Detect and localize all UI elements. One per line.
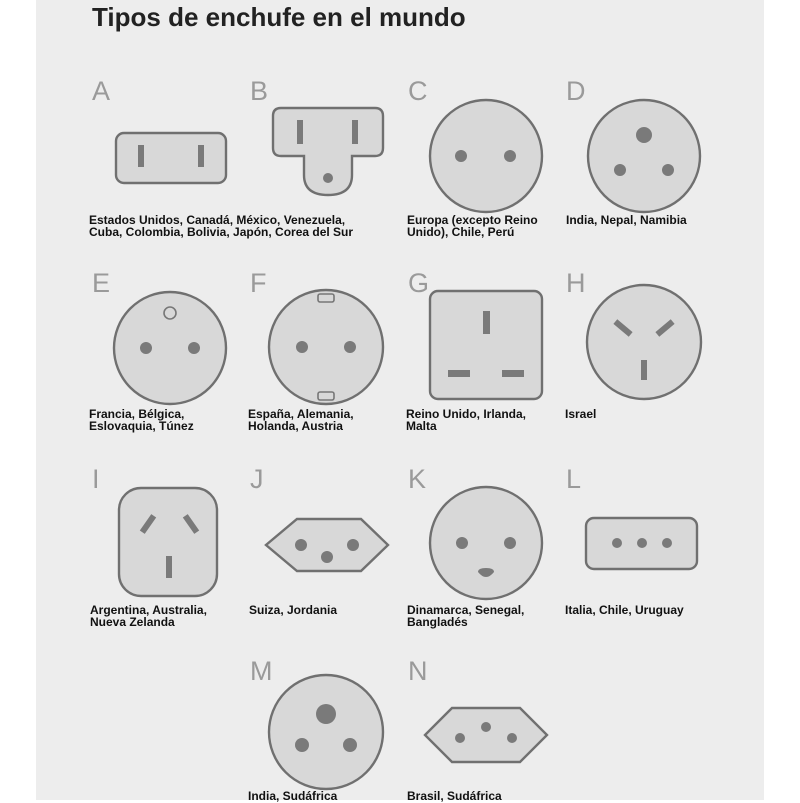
- plug-a-countries: [89, 214, 353, 238]
- plug-h-countries-line-1: Israel: [565, 407, 597, 421]
- plug-letter-l: L: [566, 464, 582, 494]
- plug-letter-m: M: [250, 656, 273, 686]
- plug-b-icon: [273, 108, 383, 195]
- plug-g-icon: [430, 291, 542, 399]
- plug-letter-k: K: [408, 464, 427, 494]
- plug-letter-f: F: [250, 268, 267, 298]
- plug-h-countries: [565, 408, 596, 420]
- plug-letter-n: N: [408, 656, 428, 686]
- plug-k-countries-line-1: Dinamarca, Senegal,: [407, 603, 525, 617]
- plug-a-countries-line-1: Estados Unidos, Canadá, México, Venezuela,: [89, 213, 346, 227]
- plug-c-icon: [430, 100, 542, 212]
- plug-f-countries-line-1: España, Alemania,: [248, 407, 354, 421]
- plug-i-countries-line-2: Nueva Zelanda: [90, 615, 175, 629]
- page-title: Tipos de enchufe en el mundo: [92, 2, 466, 32]
- plug-i-countries: [90, 604, 207, 628]
- plug-c-countries-line-2: Unido), Chile, Perú: [407, 225, 515, 239]
- plug-n-countries-line-1: Brasil, Sudáfrica: [407, 789, 502, 803]
- plug-l-icon: [586, 518, 697, 569]
- plug-e-countries: [89, 408, 194, 432]
- plug-l-countries: [565, 604, 684, 616]
- plug-k-icon: [430, 487, 542, 599]
- plug-letter-c: C: [408, 76, 428, 106]
- plug-k-countries-line-2: Bangladés: [407, 615, 468, 629]
- plug-i-countries-line-1: Argentina, Australia,: [90, 603, 207, 617]
- plug-a-icon: [116, 133, 226, 183]
- plug-letter-e: E: [92, 268, 111, 298]
- plug-g-countries-line-1: Reino Unido, Irlanda,: [406, 407, 527, 421]
- plug-n-icon: [425, 708, 547, 762]
- plug-m-countries-line-1: India, Sudáfrica: [248, 789, 338, 803]
- plug-letter-b: B: [250, 76, 269, 106]
- plug-l-countries-line-1: Italia, Chile, Uruguay: [565, 603, 684, 617]
- plug-j-countries-line-1: Suiza, Jordania: [249, 603, 338, 617]
- plug-a-countries-line-2: Cuba, Colombia, Bolivia, Japón, Corea del Sur: [89, 225, 354, 239]
- plug-d-icon: [588, 100, 700, 212]
- plug-f-icon: [269, 290, 383, 404]
- plug-k-countries: [407, 604, 524, 628]
- plug-j-countries: [249, 604, 337, 616]
- plug-j-icon: [266, 519, 388, 571]
- plug-letter-g: G: [408, 268, 430, 298]
- plug-m-icon: [269, 675, 383, 789]
- plug-c-countries-line-1: Europa (excepto Reino: [407, 213, 538, 227]
- plug-letter-d: D: [566, 76, 586, 106]
- plug-letter-h: H: [566, 268, 586, 298]
- plug-f-countries-line-2: Holanda, Austria: [248, 419, 343, 433]
- plug-g-countries: [406, 408, 526, 432]
- plug-h-icon: [587, 285, 701, 399]
- plug-letter-j: J: [250, 464, 264, 494]
- plug-e-countries-line-2: Eslovaquia, Túnez: [89, 419, 194, 433]
- plug-m-countries: [248, 790, 337, 802]
- plug-n-countries: [407, 790, 502, 802]
- plug-g-countries-line-2: Malta: [406, 419, 437, 433]
- plug-e-icon: [114, 292, 226, 404]
- plug-d-countries: [566, 214, 687, 226]
- plug-e-countries-line-1: Francia, Bélgica,: [89, 407, 185, 421]
- plug-d-countries-line-1: India, Nepal, Namibia: [566, 213, 687, 227]
- plug-i-icon: [119, 488, 217, 596]
- plug-letter-i: I: [92, 464, 100, 494]
- plug-f-countries: [248, 408, 354, 432]
- plug-c-countries: [407, 214, 538, 238]
- plug-letter-a: A: [92, 76, 111, 106]
